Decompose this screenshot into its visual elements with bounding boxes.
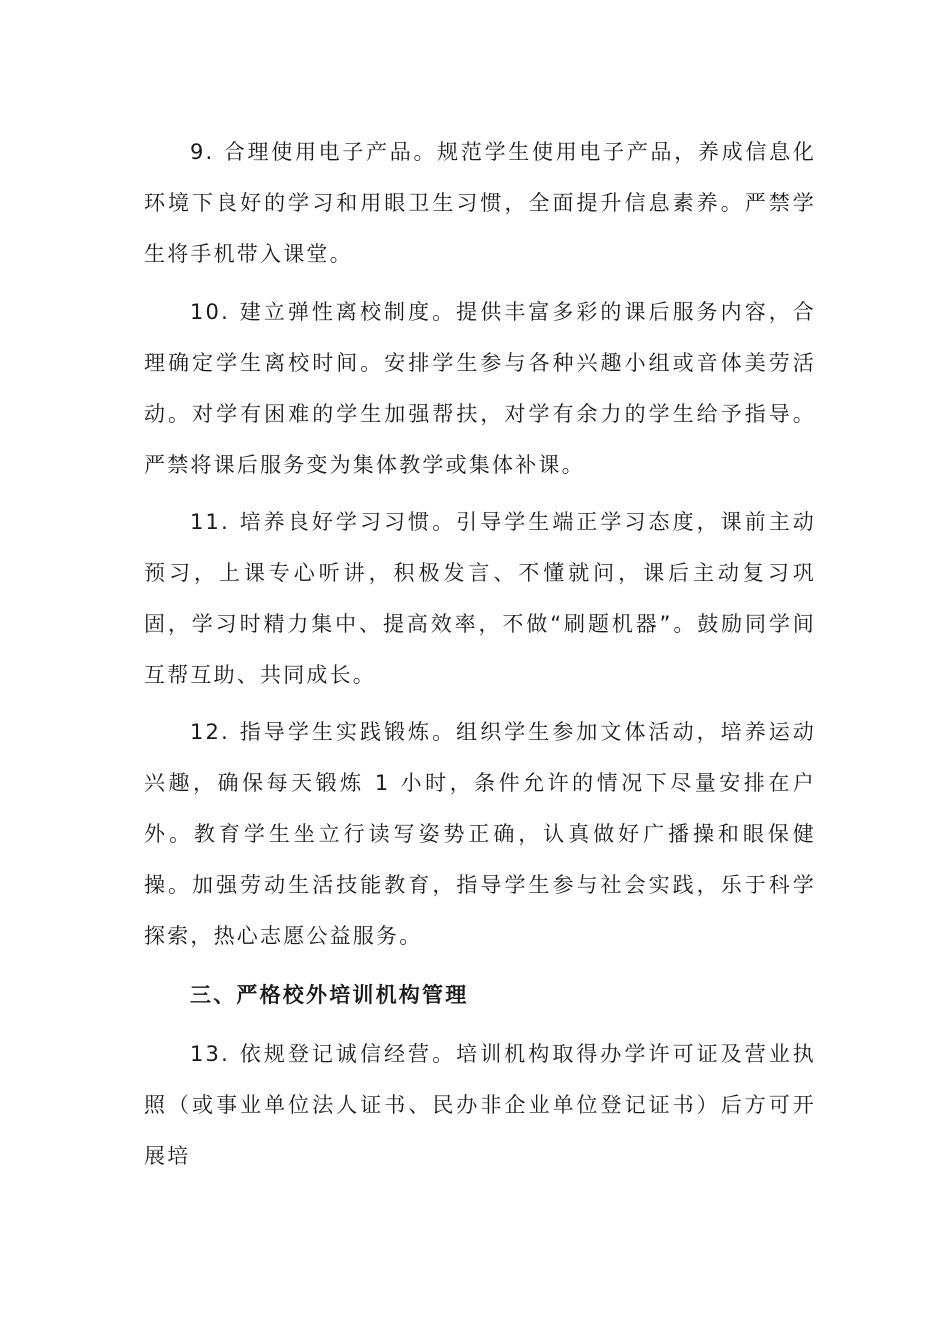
- paragraph-item-10: 10. 建立弹性离校制度。提供丰富多彩的课后服务内容，合理确定学生离校时间。安排学生参与各种兴趣小组或音体美劳活动。对学有困难的学生加强帮扶，对学有余力的学生给予指导。严禁将课后服务变为集体教学或集体补课。: [144, 300, 816, 477]
- paragraph-item-13: 13. 依规登记诚信经营。培训机构取得办学许可证及营业执照（或事业单位法人证书、民办非企业单位登记证书）后方可开展培: [144, 1042, 816, 1168]
- paragraph-item-11: 11. 培养良好学习习惯。引导学生端正学习态度，课前主动预习，上课专心听讲，积极发言、不懂就问，课后主动复习巩固，学习时精力集中、提高效率，不做“刷题机器”。鼓励同学间互帮互助、共同成长。: [144, 510, 816, 687]
- paragraph-item-12: 12. 指导学生实践锻炼。组织学生参加文体活动，培养运动兴趣，确保每天锻炼 1 小时，条件允许的情况下尽量安排在户外。教育学生坐立行读写姿势正确，认真做好广播操和眼保健操。加强劳动生活技能教育，指导学生参与社会实践，乐于科学探索，热心志愿公益服务。: [144, 720, 816, 948]
- paragraph-item-9: 9. 合理使用电子产品。规范学生使用电子产品，养成信息化环境下良好的学习和用眼卫生习惯，全面提升信息素养。严禁学生将手机带入课堂。: [144, 140, 816, 266]
- section-heading: 三、严格校外培训机构管理: [190, 983, 469, 1007]
